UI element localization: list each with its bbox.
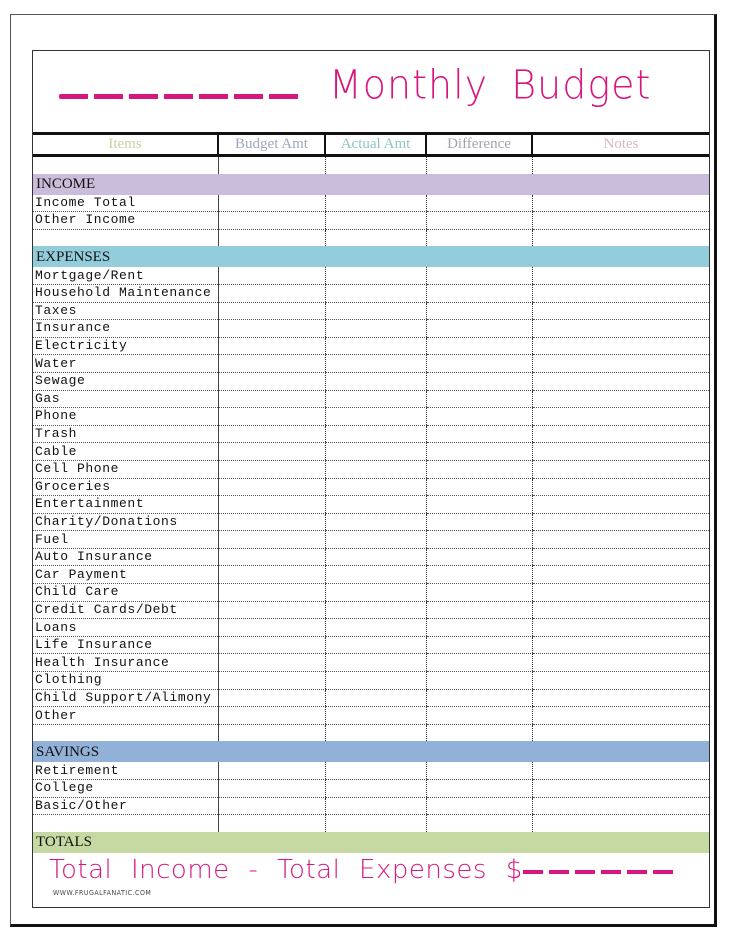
- actual-amt-cell[interactable]: [325, 513, 426, 531]
- difference-cell[interactable]: [426, 689, 532, 707]
- difference-cell[interactable]: [426, 372, 532, 390]
- budget-amt-cell[interactable]: [218, 496, 325, 514]
- item-label: Phone: [33, 408, 218, 426]
- notes-cell[interactable]: [532, 372, 709, 390]
- notes-cell[interactable]: [532, 460, 709, 478]
- item-label: Child Care: [33, 584, 218, 602]
- item-label: Car Payment: [33, 566, 218, 584]
- difference-cell[interactable]: [426, 156, 532, 174]
- difference-cell[interactable]: [426, 478, 532, 496]
- difference-cell[interactable]: [426, 337, 532, 355]
- difference-cell[interactable]: [426, 443, 532, 461]
- table-row: [33, 443, 709, 461]
- actual-amt-cell[interactable]: [325, 566, 426, 584]
- actual-amt-cell[interactable]: [325, 408, 426, 426]
- item-label: Income Total: [33, 195, 218, 212]
- item-label: Clothing: [33, 672, 218, 690]
- difference-cell[interactable]: [426, 408, 532, 426]
- actual-amt-cell[interactable]: [325, 584, 426, 602]
- notes-cell[interactable]: [532, 780, 709, 798]
- difference-cell[interactable]: [426, 797, 532, 815]
- spacer-row: [33, 815, 709, 832]
- table-row: [33, 284, 709, 302]
- spacer-row: [33, 229, 709, 246]
- actual-amt-cell[interactable]: [325, 425, 426, 443]
- table-row: [33, 707, 709, 725]
- notes-cell[interactable]: [532, 320, 709, 338]
- actual-amt-cell[interactable]: [325, 601, 426, 619]
- notes-cell[interactable]: [532, 513, 709, 531]
- actual-amt-cell[interactable]: [325, 636, 426, 654]
- notes-cell[interactable]: [532, 496, 709, 514]
- table-row: [33, 337, 709, 355]
- table-row: [33, 548, 709, 566]
- section-header-totals: [33, 832, 709, 853]
- table-row: [33, 689, 709, 707]
- budget-amt-cell[interactable]: [218, 584, 325, 602]
- notes-cell[interactable]: [532, 548, 709, 566]
- item-label: Gas: [33, 390, 218, 408]
- difference-cell[interactable]: [426, 390, 532, 408]
- budget-amt-cell[interactable]: [218, 156, 325, 174]
- notes-cell[interactable]: [532, 425, 709, 443]
- table-row: [33, 460, 709, 478]
- table-row: [33, 478, 709, 496]
- difference-cell[interactable]: [426, 267, 532, 284]
- table-row: [33, 584, 709, 602]
- table-row: [33, 797, 709, 815]
- actual-amt-cell[interactable]: [325, 460, 426, 478]
- item-label: College: [33, 780, 218, 798]
- item-label: Life Insurance: [33, 636, 218, 654]
- item-label: Cell Phone: [33, 460, 218, 478]
- notes-cell[interactable]: [532, 601, 709, 619]
- actual-amt-cell[interactable]: [325, 619, 426, 637]
- difference-cell[interactable]: [426, 636, 532, 654]
- notes-cell[interactable]: [532, 267, 709, 284]
- table-row: [33, 355, 709, 373]
- item-label: Sewage: [33, 372, 218, 390]
- header-row: [33, 134, 709, 156]
- actual-amt-cell[interactable]: [325, 496, 426, 514]
- table-row: [33, 408, 709, 426]
- table-row: [33, 390, 709, 408]
- item-label: Taxes: [33, 302, 218, 320]
- budget-table-body: [33, 156, 709, 853]
- actual-amt-cell[interactable]: [325, 337, 426, 355]
- budget-amt-cell[interactable]: [218, 797, 325, 815]
- net-amount-blank-line[interactable]: [523, 870, 675, 874]
- actual-amt-cell[interactable]: [325, 302, 426, 320]
- difference-cell[interactable]: [426, 762, 532, 779]
- budget-amt-cell[interactable]: [218, 337, 325, 355]
- difference-cell[interactable]: [426, 496, 532, 514]
- notes-cell[interactable]: [532, 156, 709, 174]
- item-label: Other Income: [33, 212, 218, 230]
- page-outer-frame: [10, 14, 717, 927]
- actual-amt-cell[interactable]: [325, 229, 426, 246]
- notes-cell[interactable]: [532, 654, 709, 672]
- notes-cell[interactable]: [532, 584, 709, 602]
- item-label: Insurance: [33, 320, 218, 338]
- month-blank-line[interactable]: [59, 94, 303, 99]
- section-label-savings: SAVINGS: [33, 741, 709, 762]
- budget-amt-cell[interactable]: [218, 267, 325, 284]
- item-label: Charity/Donations: [33, 513, 218, 531]
- title-row: [33, 51, 709, 131]
- notes-cell[interactable]: [532, 531, 709, 549]
- item-cell[interactable]: [33, 724, 218, 741]
- actual-amt-cell[interactable]: [325, 390, 426, 408]
- table-row: [33, 302, 709, 320]
- notes-cell[interactable]: [532, 797, 709, 815]
- actual-amt-cell[interactable]: [325, 797, 426, 815]
- notes-cell[interactable]: [532, 284, 709, 302]
- budget-amt-cell[interactable]: [218, 601, 325, 619]
- difference-cell[interactable]: [426, 284, 532, 302]
- table-row: [33, 372, 709, 390]
- budget-amt-cell[interactable]: [218, 780, 325, 798]
- difference-cell[interactable]: [426, 566, 532, 584]
- item-label: Household Maintenance: [33, 284, 218, 302]
- table-row: [33, 619, 709, 637]
- budget-amt-cell[interactable]: [218, 372, 325, 390]
- difference-cell[interactable]: [426, 654, 532, 672]
- item-label: Child Support/Alimony: [33, 689, 218, 707]
- difference-cell[interactable]: [426, 672, 532, 690]
- item-label: Electricity: [33, 337, 218, 355]
- budget-amt-cell[interactable]: [218, 212, 325, 230]
- notes-cell[interactable]: [532, 229, 709, 246]
- item-label: Basic/Other: [33, 797, 218, 815]
- column-header-budget-amt: Budget Amt: [218, 134, 325, 156]
- item-label: Retirement: [33, 762, 218, 779]
- budget-amt-cell[interactable]: [218, 566, 325, 584]
- actual-amt-cell[interactable]: [325, 724, 426, 741]
- budget-amt-cell[interactable]: [218, 548, 325, 566]
- difference-cell[interactable]: [426, 195, 532, 212]
- section-header-income: [33, 174, 709, 195]
- actual-amt-cell[interactable]: [325, 320, 426, 338]
- actual-amt-cell[interactable]: [325, 780, 426, 798]
- footer-formula: [49, 855, 675, 885]
- item-label: Trash: [33, 425, 218, 443]
- spacer-row: [33, 724, 709, 741]
- table-row: [33, 601, 709, 619]
- notes-cell[interactable]: [532, 724, 709, 741]
- actual-amt-cell[interactable]: [325, 195, 426, 212]
- budget-amt-cell[interactable]: [218, 672, 325, 690]
- budget-amt-cell[interactable]: [218, 531, 325, 549]
- item-label: Water: [33, 355, 218, 373]
- difference-cell[interactable]: [426, 601, 532, 619]
- section-label-totals: TOTALS: [33, 832, 709, 853]
- difference-cell[interactable]: [426, 425, 532, 443]
- budget-amt-cell[interactable]: [218, 284, 325, 302]
- budget-amt-cell[interactable]: [218, 302, 325, 320]
- actual-amt-cell[interactable]: [325, 815, 426, 832]
- budget-amt-cell[interactable]: [218, 320, 325, 338]
- budget-amt-cell[interactable]: [218, 815, 325, 832]
- table-row: [33, 195, 709, 212]
- budget-amt-cell[interactable]: [218, 229, 325, 246]
- footer-credit: WWW.FRUGALFANATIC.COM: [53, 889, 152, 897]
- actual-amt-cell[interactable]: [325, 212, 426, 230]
- column-header-actual-amt: Actual Amt: [325, 134, 426, 156]
- notes-cell[interactable]: [532, 478, 709, 496]
- difference-cell[interactable]: [426, 513, 532, 531]
- budget-amt-cell[interactable]: [218, 355, 325, 373]
- section-header-savings: [33, 741, 709, 762]
- table-row: [33, 320, 709, 338]
- actual-amt-cell[interactable]: [325, 284, 426, 302]
- difference-cell[interactable]: [426, 548, 532, 566]
- spacer-row: [33, 156, 709, 174]
- budget-amt-cell[interactable]: [218, 636, 325, 654]
- item-label: Credit Cards/Debt: [33, 601, 218, 619]
- difference-cell[interactable]: [426, 584, 532, 602]
- actual-amt-cell[interactable]: [325, 355, 426, 373]
- table-row: [33, 636, 709, 654]
- table-row: [33, 425, 709, 443]
- notes-cell[interactable]: [532, 390, 709, 408]
- difference-cell[interactable]: [426, 355, 532, 373]
- item-label: Health Insurance: [33, 654, 218, 672]
- budget-amt-cell[interactable]: [218, 724, 325, 741]
- notes-cell[interactable]: [532, 212, 709, 230]
- notes-cell[interactable]: [532, 762, 709, 779]
- budget-amt-cell[interactable]: [218, 513, 325, 531]
- page-title: Monthly Budget: [329, 61, 652, 109]
- actual-amt-cell[interactable]: [325, 548, 426, 566]
- actual-amt-cell[interactable]: [325, 156, 426, 174]
- notes-cell[interactable]: [532, 636, 709, 654]
- table-row: [33, 672, 709, 690]
- budget-amt-cell[interactable]: [218, 654, 325, 672]
- item-label: Other: [33, 707, 218, 725]
- difference-cell[interactable]: [426, 780, 532, 798]
- item-label: Auto Insurance: [33, 548, 218, 566]
- actual-amt-cell[interactable]: [325, 531, 426, 549]
- budget-amt-cell[interactable]: [218, 762, 325, 779]
- budget-amt-cell[interactable]: [218, 408, 325, 426]
- actual-amt-cell[interactable]: [325, 443, 426, 461]
- notes-cell[interactable]: [532, 443, 709, 461]
- difference-cell[interactable]: [426, 302, 532, 320]
- table-row: [33, 762, 709, 779]
- table-row: [33, 513, 709, 531]
- notes-cell[interactable]: [532, 302, 709, 320]
- actual-amt-cell[interactable]: [325, 654, 426, 672]
- notes-cell[interactable]: [532, 566, 709, 584]
- table-row: [33, 531, 709, 549]
- notes-cell[interactable]: [532, 815, 709, 832]
- budget-amt-cell[interactable]: [218, 443, 325, 461]
- actual-amt-cell[interactable]: [325, 707, 426, 725]
- budget-amt-cell[interactable]: [218, 460, 325, 478]
- difference-cell[interactable]: [426, 707, 532, 725]
- item-label: Mortgage/Rent: [33, 267, 218, 284]
- item-label: Loans: [33, 619, 218, 637]
- budget-sheet: [32, 50, 710, 908]
- table-row: [33, 566, 709, 584]
- difference-cell[interactable]: [426, 531, 532, 549]
- notes-cell[interactable]: [532, 355, 709, 373]
- actual-amt-cell[interactable]: [325, 478, 426, 496]
- column-header-notes: Notes: [532, 134, 709, 156]
- item-cell[interactable]: [33, 229, 218, 246]
- difference-cell[interactable]: [426, 724, 532, 741]
- actual-amt-cell[interactable]: [325, 672, 426, 690]
- actual-amt-cell[interactable]: [325, 762, 426, 779]
- difference-cell[interactable]: [426, 619, 532, 637]
- item-label: Cable: [33, 443, 218, 461]
- column-header-difference: Difference: [426, 134, 532, 156]
- budget-table: [33, 132, 709, 853]
- difference-cell[interactable]: [426, 320, 532, 338]
- notes-cell[interactable]: [532, 619, 709, 637]
- item-label: Entertainment: [33, 496, 218, 514]
- item-label: Groceries: [33, 478, 218, 496]
- table-row: [33, 654, 709, 672]
- notes-cell[interactable]: [532, 408, 709, 426]
- table-row: [33, 780, 709, 798]
- budget-amt-cell[interactable]: [218, 195, 325, 212]
- actual-amt-cell[interactable]: [325, 267, 426, 284]
- actual-amt-cell[interactable]: [325, 689, 426, 707]
- item-label: Fuel: [33, 531, 218, 549]
- table-row: [33, 267, 709, 284]
- notes-cell[interactable]: [532, 689, 709, 707]
- notes-cell[interactable]: [532, 195, 709, 212]
- budget-amt-cell[interactable]: [218, 478, 325, 496]
- difference-cell[interactable]: [426, 212, 532, 230]
- item-cell[interactable]: [33, 156, 218, 174]
- footer-formula-text: Total Income - Total Expenses $: [49, 855, 523, 885]
- notes-cell[interactable]: [532, 707, 709, 725]
- table-row: [33, 212, 709, 230]
- column-header-items: Items: [33, 134, 218, 156]
- section-label-expenses: EXPENSES: [33, 246, 709, 267]
- table-row: [33, 496, 709, 514]
- difference-cell[interactable]: [426, 815, 532, 832]
- difference-cell[interactable]: [426, 460, 532, 478]
- section-label-income: INCOME: [33, 174, 709, 195]
- budget-amt-cell[interactable]: [218, 425, 325, 443]
- budget-amt-cell[interactable]: [218, 390, 325, 408]
- notes-cell[interactable]: [532, 672, 709, 690]
- budget-amt-cell[interactable]: [218, 707, 325, 725]
- notes-cell[interactable]: [532, 337, 709, 355]
- budget-amt-cell[interactable]: [218, 619, 325, 637]
- item-cell[interactable]: [33, 815, 218, 832]
- budget-amt-cell[interactable]: [218, 689, 325, 707]
- actual-amt-cell[interactable]: [325, 372, 426, 390]
- difference-cell[interactable]: [426, 229, 532, 246]
- section-header-expenses: [33, 246, 709, 267]
